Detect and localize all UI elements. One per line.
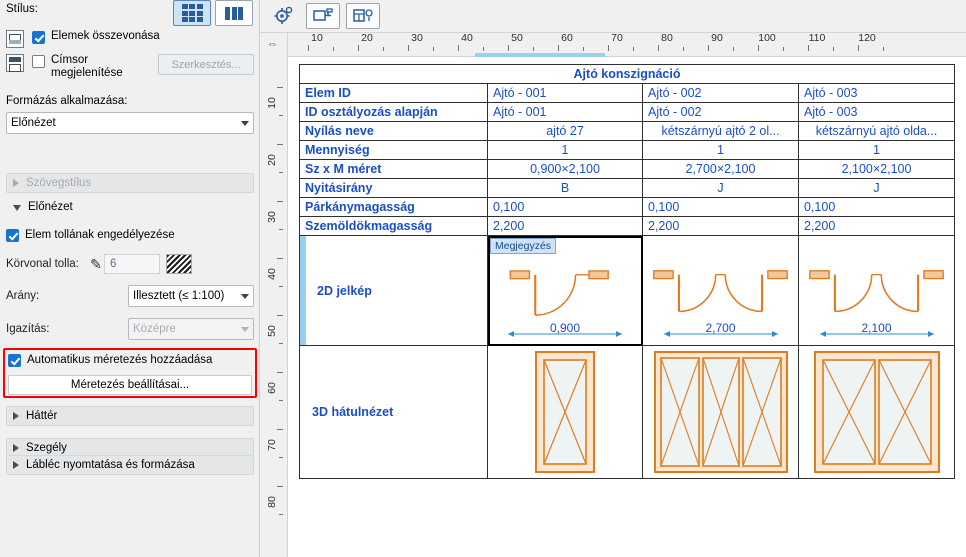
table-cell[interactable]: 0,100 — [643, 198, 799, 217]
table-cell[interactable]: 2,700×2,100 — [643, 160, 799, 179]
table-cell[interactable]: kétszárnyú ajtó 2 ol... — [643, 122, 799, 141]
table-cell[interactable]: 1 — [799, 141, 955, 160]
ruler-minor-tick — [633, 47, 634, 51]
table-cell[interactable]: Ajtó - 003 — [799, 84, 955, 103]
chevron-right-icon — [13, 461, 19, 469]
door-3d-multi — [651, 348, 791, 476]
ruler-tick — [308, 45, 309, 51]
frame-view-icon[interactable] — [306, 3, 340, 29]
auto-dimension-checkbox[interactable] — [8, 354, 21, 367]
header-display-checkbox[interactable] — [32, 55, 45, 68]
ruler-minor-tick — [883, 47, 884, 51]
ruler-tick — [408, 45, 409, 51]
ruler-minor-tick — [279, 172, 283, 173]
table-row — [300, 84, 955, 103]
header-display-icon — [6, 54, 24, 72]
row-label: Párkánymagasság — [300, 198, 488, 217]
ruler-tick — [608, 45, 609, 51]
ruler-tick — [458, 45, 459, 51]
table-row — [300, 217, 955, 236]
table-cell[interactable]: Ajtó - 002 — [643, 103, 799, 122]
chevron-right-icon — [13, 412, 19, 420]
view3d-cell[interactable] — [488, 346, 643, 479]
ruler-tick — [658, 45, 659, 51]
row-label-cell — [300, 236, 488, 346]
row-label: Mennyiség — [300, 141, 488, 160]
table-cell[interactable]: 1 — [488, 141, 643, 160]
ruler-label: 30 — [265, 211, 278, 223]
ruler-minor-tick — [279, 457, 283, 458]
formatting-select-value: Előnézet — [11, 117, 56, 129]
column-view-icon[interactable] — [215, 0, 253, 26]
row-label: Nyílás neve — [300, 122, 488, 141]
table-cell[interactable]: 2,200 — [643, 217, 799, 236]
door-3d-double — [811, 348, 943, 476]
merge-elements-checkbox[interactable] — [32, 31, 45, 44]
table-row — [300, 141, 955, 160]
ruler-label: 100 — [758, 32, 776, 44]
ruler-tick — [277, 87, 283, 88]
section-hatter[interactable] — [6, 406, 254, 426]
ruler-label: 60 — [265, 382, 278, 394]
header-display-label: Címsor megjelenítése — [51, 54, 123, 79]
table-cell[interactable]: J — [643, 179, 799, 198]
ruler-tick — [758, 45, 759, 51]
pen-enable-checkbox[interactable] — [6, 229, 19, 242]
ruler-tick — [708, 45, 709, 51]
table-cell[interactable]: Ajtó - 001 — [488, 84, 643, 103]
row-label: Szemöldökmagasság — [300, 217, 488, 236]
table-cell[interactable]: 2,200 — [488, 217, 643, 236]
outline-pen-label: Körvonal tolla: — [6, 258, 79, 270]
chevron-right-icon — [13, 179, 19, 187]
chevron-right-icon — [13, 444, 19, 452]
ruler-minor-tick — [833, 47, 834, 51]
ruler-minor-tick — [279, 343, 283, 344]
ruler-tick — [277, 144, 283, 145]
table-cell[interactable]: Ajtó - 003 — [799, 103, 955, 122]
view-toggle-group — [173, 0, 253, 26]
ruler-label: 80 — [265, 496, 278, 508]
settings-panel — [0, 0, 260, 557]
chevron-down-icon — [241, 121, 249, 126]
table-cell[interactable]: 2,200 — [799, 217, 955, 236]
table-row — [300, 198, 955, 217]
grid-view-icon[interactable] — [173, 0, 211, 26]
pen-color-swatch[interactable] — [166, 254, 192, 274]
row-label: 2D jelkép — [317, 283, 372, 298]
table-cell[interactable]: 0,100 — [488, 198, 643, 217]
align-label: Igazítás: — [6, 323, 50, 335]
ruler-label: 110 — [808, 32, 826, 44]
merge-elements-icon — [6, 30, 24, 48]
ruler-minor-tick — [533, 47, 534, 51]
ruler-minor-tick — [279, 229, 283, 230]
table-cell[interactable]: 2,100×2,100 — [799, 160, 955, 179]
row-label: Sz x M méret — [300, 160, 488, 179]
dimension-settings-button[interactable]: Méretezés beállításai... — [8, 375, 252, 395]
table-cell[interactable]: Ajtó - 001 — [488, 103, 643, 122]
align-row — [6, 318, 254, 340]
ruler-label: 90 — [711, 32, 723, 44]
ruler-tick — [277, 429, 283, 430]
ruler-minor-tick — [279, 400, 283, 401]
formatting-select[interactable] — [6, 112, 254, 134]
scale-select[interactable] — [128, 285, 254, 307]
align-select-value: Középre — [133, 323, 176, 335]
row-label: Nyitásirány — [300, 179, 488, 198]
pen-icon: ✎ — [90, 255, 102, 272]
ruler-minor-tick — [733, 47, 734, 51]
ruler-minor-tick — [279, 286, 283, 287]
document-area — [260, 0, 966, 557]
door-3d-single — [530, 348, 600, 476]
table-row — [300, 65, 955, 84]
ruler-minor-tick — [383, 47, 384, 51]
symbol-cell[interactable] — [488, 236, 643, 346]
horizontal-ruler[interactable] — [260, 33, 966, 57]
auto-dimension-row[interactable] — [8, 353, 212, 367]
table-row — [300, 179, 955, 198]
ruler-label: 60 — [561, 32, 573, 44]
ruler-tick — [558, 45, 559, 51]
schedule-title: Ajtó konszignáció — [300, 65, 955, 84]
merge-elements-row[interactable] — [6, 30, 254, 48]
annotation-tag[interactable]: Megjegyzés — [490, 238, 556, 254]
ruler-label: 40 — [265, 268, 278, 280]
section-elonezet-label: Előnézet — [28, 201, 73, 213]
ruler-label: 20 — [361, 32, 373, 44]
ruler-label: 50 — [511, 32, 523, 44]
merge-elements-label: Elemek összevonása — [51, 30, 160, 42]
ruler-tick — [277, 315, 283, 316]
ruler-label: 70 — [265, 439, 278, 451]
table-row-2d-symbol — [300, 236, 955, 346]
ruler-minor-tick — [433, 47, 434, 51]
table-row — [300, 122, 955, 141]
ruler-label: 20 — [265, 154, 278, 166]
chevron-down-icon — [13, 205, 21, 211]
pen-enable-label: Elem tollának engedélyezése — [25, 228, 175, 241]
schedule-table — [299, 64, 955, 479]
ruler-minor-tick — [583, 47, 584, 51]
table-row — [300, 103, 955, 122]
toolbar — [260, 0, 966, 33]
scale-row — [6, 285, 254, 307]
outline-pen-value[interactable]: 6 — [104, 254, 160, 274]
ruler-minor-tick — [783, 47, 784, 51]
section-hatter-label: Háttér — [26, 410, 58, 422]
style-label: Stílus: — [6, 3, 38, 15]
table-cell[interactable]: kétszárnyú ajtó olda... — [799, 122, 955, 141]
symbol-cell[interactable] — [643, 236, 799, 346]
section-lablec[interactable] — [6, 455, 254, 475]
merge-options-block — [6, 30, 254, 86]
table-cell[interactable]: 1 — [643, 141, 799, 160]
row-label: 3D hátulnézet — [300, 346, 488, 479]
schedule-canvas[interactable] — [289, 57, 966, 557]
table-cell[interactable]: 0,900×2,100 — [488, 160, 643, 179]
ruler-label: 120 — [858, 32, 876, 44]
ruler-label: 10 — [311, 32, 323, 44]
pen-enable-row[interactable] — [6, 228, 254, 242]
ruler-label: 70 — [611, 32, 623, 44]
table-cell[interactable]: B — [488, 179, 643, 198]
edit-button[interactable]: Szerkesztés... — [158, 54, 254, 75]
scale-select-value: Illesztett (≤ 1:100) — [133, 290, 225, 302]
ruler-tick — [358, 45, 359, 51]
section-szegely-label: Szegély — [26, 442, 67, 454]
table-row — [300, 160, 955, 179]
outline-pen-row — [6, 254, 254, 274]
chevron-down-icon — [241, 294, 249, 299]
section-szovegstilus-label: Szövegstílus — [26, 177, 92, 189]
auto-dimension-label: Automatikus méretezés hozzáadása — [27, 353, 213, 366]
ruler-tick — [277, 372, 283, 373]
align-select[interactable] — [128, 318, 254, 340]
ruler-label: 30 — [411, 32, 423, 44]
symbol-cell[interactable] — [799, 236, 955, 346]
table-cell[interactable]: J — [799, 179, 955, 198]
selection-bar — [300, 236, 306, 345]
view3d-cell[interactable] — [643, 346, 799, 479]
ruler-label: 80 — [661, 32, 673, 44]
dimension-value: 2,100 — [861, 321, 892, 335]
ruler-tick — [508, 45, 509, 51]
ruler-label: 40 — [461, 32, 473, 44]
ruler-minor-tick — [279, 115, 283, 116]
table-cell[interactable]: Ajtó - 002 — [643, 84, 799, 103]
ruler-tick — [858, 45, 859, 51]
ruler-label: 10 — [265, 97, 278, 109]
vertical-ruler[interactable] — [260, 57, 288, 557]
ruler-tick — [277, 201, 283, 202]
dimension-value: 0,900 — [549, 321, 581, 335]
ruler-tick — [277, 486, 283, 487]
ruler-minor-tick — [683, 47, 684, 51]
row-label: Elem ID — [300, 84, 488, 103]
section-elonezet[interactable] — [6, 197, 254, 217]
row-label: ID osztályozás alapján — [300, 103, 488, 122]
view3d-cell[interactable] — [799, 346, 955, 479]
section-lablec-label: Lábléc nyomtatása és formázása — [26, 459, 195, 471]
ruler-tick — [277, 258, 283, 259]
formatting-label: Formázás alkalmazása: — [6, 95, 128, 107]
settings-gear-icon[interactable] — [266, 3, 300, 29]
ruler-origin-icon[interactable]: ⇔ — [260, 33, 288, 57]
table-row-3d-view — [300, 346, 955, 479]
ruler-tick — [808, 45, 809, 51]
ruler-minor-tick — [333, 47, 334, 51]
section-szovegstilus[interactable] — [6, 173, 254, 193]
dimension-value: 2,700 — [705, 321, 736, 335]
ruler-minor-tick — [483, 47, 484, 51]
table-cell[interactable]: 0,100 — [799, 198, 955, 217]
scale-label: Arány: — [6, 290, 40, 302]
ruler-minor-tick — [279, 514, 283, 515]
table-cell[interactable]: ajtó 27 — [488, 122, 643, 141]
layout-view-icon[interactable] — [346, 3, 380, 29]
ruler-label: 50 — [265, 325, 278, 337]
chevron-down-icon — [241, 327, 249, 332]
